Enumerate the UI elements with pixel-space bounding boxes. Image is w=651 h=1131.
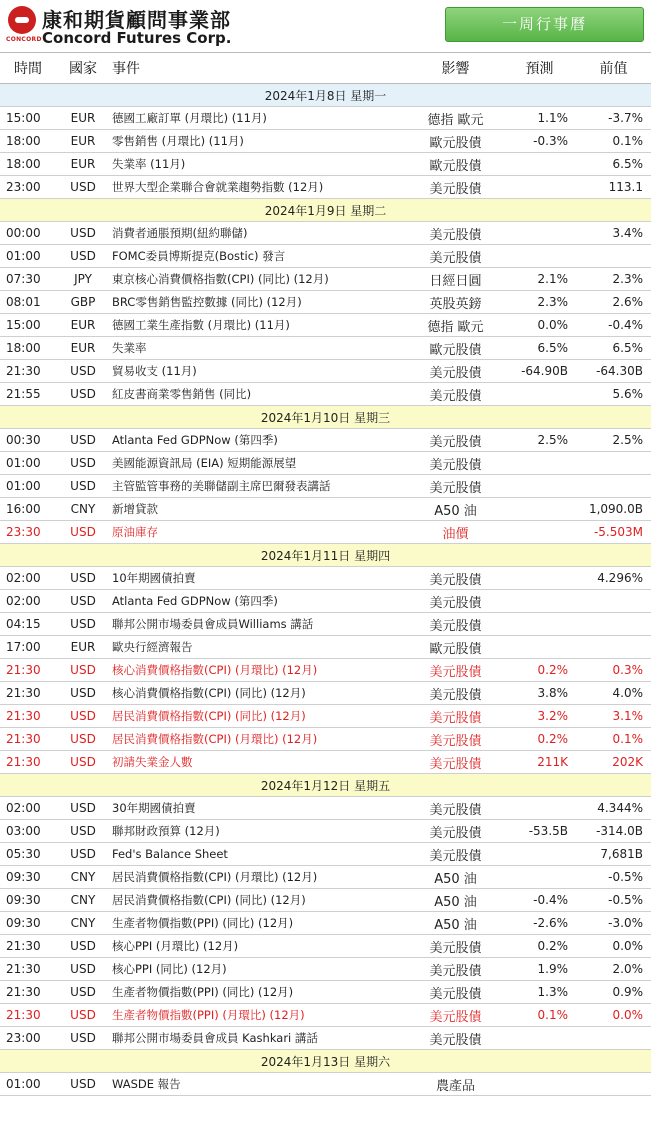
date-label: 2024年1月13日 星期六: [0, 1050, 651, 1073]
event-previous: 202K: [576, 751, 651, 774]
table-row: [0, 360, 651, 383]
event-impact: 美元股債: [408, 475, 503, 498]
event-name: 核心消費價格指數(CPI) (同比) (12月): [110, 682, 408, 705]
table-row: [0, 245, 651, 268]
date-label: 2024年1月9日 星期二: [0, 199, 651, 222]
event-time: 09:30: [0, 912, 56, 935]
event-previous: 113.1: [576, 176, 651, 199]
event-country: USD: [56, 705, 110, 728]
event-forecast: -53.5B: [503, 820, 576, 843]
table-row: [0, 498, 651, 521]
event-forecast: [503, 843, 576, 866]
event-time: 21:30: [0, 705, 56, 728]
event-name: 零售銷售 (月環比) (11月): [110, 130, 408, 153]
header-previous: 前值: [576, 53, 651, 84]
event-impact: 日經日圓: [408, 268, 503, 291]
event-name: 原油庫存: [110, 521, 408, 544]
event-name: 居民消費價格指數(CPI) (月環比) (12月): [110, 866, 408, 889]
event-forecast: [503, 383, 576, 406]
event-impact: 美元股債: [408, 613, 503, 636]
event-impact: 油價: [408, 521, 503, 544]
event-country: USD: [56, 613, 110, 636]
event-forecast: [503, 521, 576, 544]
event-time: 00:00: [0, 222, 56, 245]
event-forecast: 0.2%: [503, 728, 576, 751]
date-header-row: [0, 199, 651, 222]
event-forecast: -2.6%: [503, 912, 576, 935]
event-forecast: [503, 153, 576, 176]
event-time: 23:00: [0, 176, 56, 199]
event-previous: -0.5%: [576, 889, 651, 912]
event-forecast: -0.3%: [503, 130, 576, 153]
event-impact: 農產品: [408, 1073, 503, 1096]
event-time: 23:00: [0, 1027, 56, 1050]
event-time: 02:00: [0, 797, 56, 820]
event-previous: -3.7%: [576, 107, 651, 130]
event-name: 30年期國債拍賣: [110, 797, 408, 820]
event-time: 02:00: [0, 590, 56, 613]
event-country: USD: [56, 958, 110, 981]
table-row: [0, 452, 651, 475]
event-country: EUR: [56, 314, 110, 337]
event-forecast: [503, 613, 576, 636]
event-name: 主管監管事務的美聯儲副主席巴爾發表講話: [110, 475, 408, 498]
event-name: 居民消費價格指數(CPI) (同比) (12月): [110, 705, 408, 728]
event-impact: 美元股債: [408, 705, 503, 728]
event-previous: -0.5%: [576, 866, 651, 889]
event-country: USD: [56, 383, 110, 406]
table-row: [0, 521, 651, 544]
event-forecast: 2.1%: [503, 268, 576, 291]
event-previous: 2.0%: [576, 958, 651, 981]
event-country: USD: [56, 521, 110, 544]
logo-badge-text: CONCORD: [6, 36, 42, 43]
event-time: 21:30: [0, 728, 56, 751]
event-forecast: 211K: [503, 751, 576, 774]
event-impact: A50 油: [408, 866, 503, 889]
event-time: 04:15: [0, 613, 56, 636]
event-time: 01:00: [0, 245, 56, 268]
table-row: [0, 1027, 651, 1050]
event-country: CNY: [56, 866, 110, 889]
event-previous: [576, 1073, 651, 1096]
event-name: 居民消費價格指數(CPI) (月環比) (12月): [110, 728, 408, 751]
event-impact: A50 油: [408, 889, 503, 912]
date-header-row: [0, 1050, 651, 1073]
event-country: EUR: [56, 337, 110, 360]
event-name: Fed's Balance Sheet: [110, 843, 408, 866]
table-row: [0, 912, 651, 935]
event-previous: 0.9%: [576, 981, 651, 1004]
event-country: CNY: [56, 498, 110, 521]
event-name: 初請失業金人數: [110, 751, 408, 774]
event-country: USD: [56, 843, 110, 866]
event-name: FOMC委員博斯提克(Bostic) 發言: [110, 245, 408, 268]
date-header-row: [0, 774, 651, 797]
event-forecast: 2.3%: [503, 291, 576, 314]
event-previous: 1,090.0B: [576, 498, 651, 521]
event-name: 核心PPI (同比) (12月): [110, 958, 408, 981]
event-forecast: [503, 1027, 576, 1050]
table-row: [0, 567, 651, 590]
event-time: 00:30: [0, 429, 56, 452]
event-impact: 歐元股債: [408, 337, 503, 360]
event-forecast: [503, 245, 576, 268]
event-previous: [576, 452, 651, 475]
date-header-row: [0, 84, 651, 107]
event-name: Atlanta Fed GDPNow (第四季): [110, 590, 408, 613]
header: [0, 0, 651, 52]
table-row: [0, 429, 651, 452]
event-forecast: [503, 636, 576, 659]
event-time: 18:00: [0, 337, 56, 360]
event-name: 德國工廠訂單 (月環比) (11月): [110, 107, 408, 130]
table-row: [0, 475, 651, 498]
event-impact: 美元股債: [408, 1004, 503, 1027]
table-row: [0, 820, 651, 843]
event-country: USD: [56, 728, 110, 751]
date-header-row: [0, 544, 651, 567]
date-label: 2024年1月12日 星期五: [0, 774, 651, 797]
event-forecast: [503, 866, 576, 889]
event-name: 新增貸款: [110, 498, 408, 521]
table-row: [0, 130, 651, 153]
event-impact: 美元股債: [408, 245, 503, 268]
date-label: 2024年1月11日 星期四: [0, 544, 651, 567]
event-country: EUR: [56, 130, 110, 153]
event-name: 失業率: [110, 337, 408, 360]
event-impact: 美元股債: [408, 222, 503, 245]
event-impact: 歐元股債: [408, 130, 503, 153]
event-country: USD: [56, 475, 110, 498]
event-time: 18:00: [0, 153, 56, 176]
header-time: 時間: [0, 53, 56, 84]
event-time: 21:30: [0, 659, 56, 682]
event-previous: 0.1%: [576, 728, 651, 751]
event-name: 聯邦財政預算 (12月): [110, 820, 408, 843]
event-name: 德國工業生產指數 (月環比) (11月): [110, 314, 408, 337]
table-row: [0, 866, 651, 889]
event-previous: -314.0B: [576, 820, 651, 843]
event-country: USD: [56, 751, 110, 774]
event-time: 16:00: [0, 498, 56, 521]
event-previous: [576, 245, 651, 268]
header-impact: 影響: [408, 53, 503, 84]
table-row: [0, 314, 651, 337]
event-time: 01:00: [0, 475, 56, 498]
date-header-row: [0, 406, 651, 429]
event-previous: 2.3%: [576, 268, 651, 291]
event-previous: 0.0%: [576, 935, 651, 958]
event-forecast: 1.9%: [503, 958, 576, 981]
event-time: 18:00: [0, 130, 56, 153]
table-row: [0, 636, 651, 659]
event-impact: 美元股債: [408, 751, 503, 774]
event-previous: -0.4%: [576, 314, 651, 337]
event-impact: 美元股債: [408, 659, 503, 682]
event-previous: -5.503M: [576, 521, 651, 544]
event-time: 17:00: [0, 636, 56, 659]
event-forecast: [503, 475, 576, 498]
event-country: USD: [56, 222, 110, 245]
event-forecast: 1.1%: [503, 107, 576, 130]
date-label: 2024年1月10日 星期三: [0, 406, 651, 429]
event-time: 21:30: [0, 958, 56, 981]
table-row: [0, 1004, 651, 1027]
event-impact: 美元股債: [408, 429, 503, 452]
event-name: 世界大型企業聯合會就業趨勢指數 (12月): [110, 176, 408, 199]
event-name: 失業率 (11月): [110, 153, 408, 176]
event-country: USD: [56, 1027, 110, 1050]
company-name-cn: 康和期貨顧問事業部: [42, 8, 231, 32]
event-previous: [576, 475, 651, 498]
table-row: [0, 613, 651, 636]
event-time: 01:00: [0, 1073, 56, 1096]
event-previous: [576, 1027, 651, 1050]
event-time: 21:30: [0, 751, 56, 774]
event-country: USD: [56, 682, 110, 705]
event-impact: 美元股債: [408, 567, 503, 590]
event-forecast: [503, 176, 576, 199]
event-previous: [576, 613, 651, 636]
table-row: [0, 958, 651, 981]
event-impact: 美元股債: [408, 590, 503, 613]
table-row: [0, 659, 651, 682]
event-name: 聯邦公開市場委員會成員Williams 講話: [110, 613, 408, 636]
event-name: 居民消費價格指數(CPI) (同比) (12月): [110, 889, 408, 912]
event-time: 15:00: [0, 314, 56, 337]
event-name: Atlanta Fed GDPNow (第四季): [110, 429, 408, 452]
event-time: 21:30: [0, 981, 56, 1004]
event-forecast: [503, 498, 576, 521]
event-impact: 美元股債: [408, 981, 503, 1004]
event-previous: -64.30B: [576, 360, 651, 383]
event-time: 02:00: [0, 567, 56, 590]
event-country: USD: [56, 590, 110, 613]
event-forecast: [503, 590, 576, 613]
event-impact: 美元股債: [408, 958, 503, 981]
table-row: [0, 751, 651, 774]
event-impact: 美元股債: [408, 728, 503, 751]
event-previous: -3.0%: [576, 912, 651, 935]
event-country: USD: [56, 360, 110, 383]
event-impact: 英股英鎊: [408, 291, 503, 314]
event-name: 消費者通脹預期(紐約聯儲): [110, 222, 408, 245]
table-row: [0, 383, 651, 406]
table-row: [0, 981, 651, 1004]
table-row: [0, 728, 651, 751]
header-forecast: 預測: [503, 53, 576, 84]
concord-logo-icon: [8, 6, 36, 34]
event-time: 09:30: [0, 889, 56, 912]
economic-calendar-table: [0, 52, 651, 1096]
event-time: 09:30: [0, 866, 56, 889]
event-forecast: [503, 1073, 576, 1096]
event-name: BRC零售銷售監控數據 (同比) (12月): [110, 291, 408, 314]
event-forecast: 0.2%: [503, 935, 576, 958]
event-name: 10年期國債拍賣: [110, 567, 408, 590]
event-previous: 3.4%: [576, 222, 651, 245]
event-name: 歐央行經濟報告: [110, 636, 408, 659]
event-name: 生產者物價指數(PPI) (同比) (12月): [110, 981, 408, 1004]
table-row: [0, 1073, 651, 1096]
event-previous: 6.5%: [576, 153, 651, 176]
event-previous: 4.344%: [576, 797, 651, 820]
event-country: USD: [56, 820, 110, 843]
event-impact: 美元股債: [408, 360, 503, 383]
event-country: USD: [56, 567, 110, 590]
event-forecast: 0.2%: [503, 659, 576, 682]
table-row: [0, 797, 651, 820]
event-impact: 美元股債: [408, 797, 503, 820]
event-country: USD: [56, 1004, 110, 1027]
event-time: 15:00: [0, 107, 56, 130]
event-forecast: 0.1%: [503, 1004, 576, 1027]
table-row: [0, 153, 651, 176]
date-label: 2024年1月8日 星期一: [0, 84, 651, 107]
event-name: 美國能源資訊局 (EIA) 短期能源展望: [110, 452, 408, 475]
header-event: 事件: [110, 53, 408, 84]
event-previous: 4.296%: [576, 567, 651, 590]
event-impact: 美元股債: [408, 383, 503, 406]
event-country: USD: [56, 935, 110, 958]
event-impact: 美元股債: [408, 820, 503, 843]
event-name: WASDE 報告: [110, 1073, 408, 1096]
event-impact: A50 油: [408, 498, 503, 521]
event-previous: [576, 636, 651, 659]
table-row: [0, 291, 651, 314]
event-impact: 美元股債: [408, 176, 503, 199]
event-impact: 德指 歐元: [408, 107, 503, 130]
event-name: 紅皮書商業零售銷售 (同比): [110, 383, 408, 406]
event-time: 23:30: [0, 521, 56, 544]
event-impact: 歐元股債: [408, 153, 503, 176]
event-previous: [576, 590, 651, 613]
event-time: 21:30: [0, 1004, 56, 1027]
event-forecast: 3.2%: [503, 705, 576, 728]
event-country: USD: [56, 659, 110, 682]
event-country: USD: [56, 452, 110, 475]
event-time: 08:01: [0, 291, 56, 314]
event-forecast: 2.5%: [503, 429, 576, 452]
event-time: 01:00: [0, 452, 56, 475]
table-row: [0, 889, 651, 912]
event-previous: 4.0%: [576, 682, 651, 705]
event-name: 貿易收支 (11月): [110, 360, 408, 383]
table-row: [0, 705, 651, 728]
event-country: GBP: [56, 291, 110, 314]
event-forecast: [503, 222, 576, 245]
table-row: [0, 682, 651, 705]
table-row: [0, 337, 651, 360]
event-country: JPY: [56, 268, 110, 291]
event-country: USD: [56, 176, 110, 199]
event-forecast: [503, 567, 576, 590]
event-forecast: [503, 797, 576, 820]
event-country: USD: [56, 797, 110, 820]
event-forecast: 0.0%: [503, 314, 576, 337]
event-previous: 2.5%: [576, 429, 651, 452]
event-impact: 美元股債: [408, 843, 503, 866]
event-time: 05:30: [0, 843, 56, 866]
event-previous: 0.3%: [576, 659, 651, 682]
table-row: [0, 843, 651, 866]
event-time: 21:30: [0, 682, 56, 705]
event-name: 東京核心消費價格指數(CPI) (同比) (12月): [110, 268, 408, 291]
event-forecast: 6.5%: [503, 337, 576, 360]
event-time: 03:00: [0, 820, 56, 843]
event-country: CNY: [56, 889, 110, 912]
event-forecast: -64.90B: [503, 360, 576, 383]
event-name: 核心PPI (月環比) (12月): [110, 935, 408, 958]
event-country: USD: [56, 429, 110, 452]
event-time: 21:55: [0, 383, 56, 406]
event-previous: 0.0%: [576, 1004, 651, 1027]
table-row: [0, 268, 651, 291]
table-row: [0, 107, 651, 130]
table-header-row: [0, 53, 651, 84]
event-impact: 美元股債: [408, 935, 503, 958]
event-country: EUR: [56, 153, 110, 176]
event-forecast: [503, 452, 576, 475]
event-country: USD: [56, 1073, 110, 1096]
event-impact: 美元股債: [408, 452, 503, 475]
event-previous: 0.1%: [576, 130, 651, 153]
event-time: 21:30: [0, 935, 56, 958]
event-previous: 5.6%: [576, 383, 651, 406]
event-previous: 3.1%: [576, 705, 651, 728]
table-row: [0, 590, 651, 613]
event-name: 生產者物價指數(PPI) (月環比) (12月): [110, 1004, 408, 1027]
header-country: 國家: [56, 53, 110, 84]
event-forecast: 1.3%: [503, 981, 576, 1004]
event-country: USD: [56, 981, 110, 1004]
event-forecast: 3.8%: [503, 682, 576, 705]
table-row: [0, 222, 651, 245]
event-previous: 2.6%: [576, 291, 651, 314]
event-country: EUR: [56, 107, 110, 130]
event-impact: 歐元股債: [408, 636, 503, 659]
event-previous: 7,681B: [576, 843, 651, 866]
event-impact: 德指 歐元: [408, 314, 503, 337]
event-time: 21:30: [0, 360, 56, 383]
event-forecast: -0.4%: [503, 889, 576, 912]
event-impact: 美元股債: [408, 1027, 503, 1050]
event-country: CNY: [56, 912, 110, 935]
table-row: [0, 176, 651, 199]
weekly-calendar-button[interactable]: 一周行事曆: [445, 7, 644, 42]
event-impact: A50 油: [408, 912, 503, 935]
event-country: USD: [56, 245, 110, 268]
event-name: 核心消費價格指數(CPI) (月環比) (12月): [110, 659, 408, 682]
event-country: EUR: [56, 636, 110, 659]
event-name: 生產者物價指數(PPI) (同比) (12月): [110, 912, 408, 935]
event-name: 聯邦公開市場委員會成員 Kashkari 講話: [110, 1027, 408, 1050]
table-row: [0, 935, 651, 958]
company-name-en: Concord Futures Corp.: [42, 29, 232, 47]
event-time: 07:30: [0, 268, 56, 291]
company-logo: [6, 4, 266, 48]
event-impact: 美元股債: [408, 682, 503, 705]
event-previous: 6.5%: [576, 337, 651, 360]
